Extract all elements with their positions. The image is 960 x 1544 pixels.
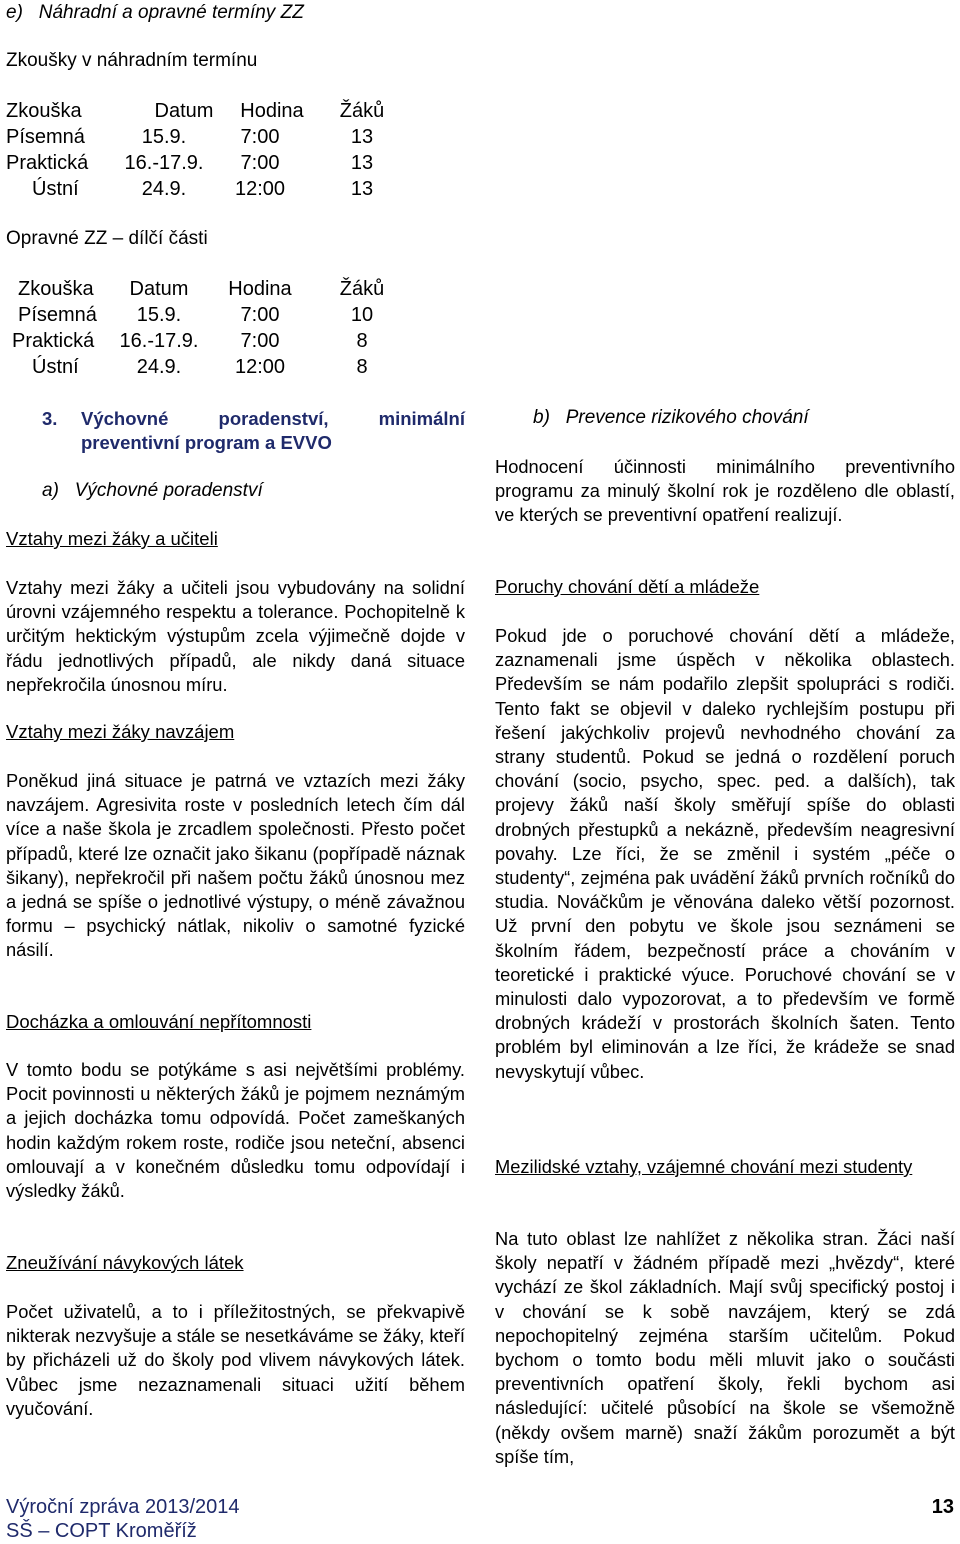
table-header: Žáků (339, 278, 385, 300)
table-cell: Praktická (12, 330, 95, 352)
section-3-title: Výchovné poradenství, minimální preventivní program a EVVO (81, 408, 465, 453)
table-cell: 7:00 (240, 330, 280, 352)
heading-vztahy-ucitele: Vztahy mezi žáky a učiteli (6, 528, 218, 549)
paragraph-mezilidske-vztahy: Na tuto oblast lze nahlížet z několika stran. Žáci naší školy nepatří v žádném případě mezi „hvězdy“, které vychází ze škol základních. Mají svůj specifický postoj i v chování se k sobě navzájem, který se zdá nepochopitelný zejména starším učitelům. Pokud bychom o tomto bodu měli mluvit jako o součásti preventivních opatření školy, řekli bychom asi následující: učitelé působící na škole se všemožně (někdy ovšem marně) snaží žákům porozumět a být spíše tím, (495, 1228, 955, 1467)
table-header: Zkouška (18, 278, 94, 300)
table-cell: Praktická (6, 152, 89, 174)
section-3-number: 3. (42, 408, 58, 429)
table-cell: 24.9. (136, 356, 182, 378)
table-cell: 15.9. (141, 126, 187, 148)
subheading-nahradni: Zkoušky v náhradním termínu (6, 50, 258, 71)
table-cell: 24.9. (141, 178, 187, 200)
table-cell: 13 (350, 126, 374, 148)
paragraph-vztahy-navzajem: Poněkud jiná situace je patrná ve vztazích mezi žáky navzájem. Agresivita roste v posledních letech čím dál více a naše škola je zrcadlem společnosti. Přesto počet případů, které lze označit jako šikanu (popřípadě náznak šikany), nepřekročil při našem počtu žáků únosnou mez a jedná se spíše o jednotlivé výstupy, o méně závažnou formu – psychický nátlak, nikoliv o samotné fyzické násilí. (6, 770, 465, 961)
table-cell: 10 (350, 304, 374, 326)
table-cell: Ústní (32, 356, 79, 378)
page-number: 13 (931, 1496, 954, 1518)
table-header: Datum (154, 100, 214, 122)
table-cell: 16.-17.9. (119, 330, 199, 352)
footer-school-name: SŠ – COPT Kroměříž (6, 1520, 197, 1542)
table-cell: 7:00 (240, 126, 280, 148)
subheading-vychovne: a) Výchovné poradenství (42, 480, 263, 501)
paragraph-dochazka: V tomto bodu se potýkáme s asi největšími problémy. Pocit povinnosti u některých žáků je pojmem neznámým a jejich docházka tomu odpovídá. Počet zameškaných hodin každým rokem roste, rodiče jsou neteční, absenci omlouvají a v konečném důsledku tomu odpovídají i výsledky žáků. (6, 1059, 465, 1202)
table-cell: 8 (356, 330, 368, 352)
paragraph-vztahy-ucitele: Vztahy mezi žáky a učiteli jsou vybudovány na solidní úrovni vzájemného respektu a tolerance. Pochopitelně k určitým hektickým výstupům zcela výjimečně dojde v řádu jednotlivých případů, ale nikdy daná situace nepřekročila únosnou míru. (6, 577, 465, 695)
paragraph-hodnoceni: Hodnocení účinnosti minimálního preventivního programu za minulý školní rok je rozděleno dle oblastí, ve kterých se preventivní opatření realizují. (495, 456, 955, 526)
heading-vztahy-navzajem: Vztahy mezi žáky navzájem (6, 721, 235, 742)
table-cell: 7:00 (240, 304, 280, 326)
paragraph-navykove-latky: Počet uživatelů, a to i příležitostných, se překvapivě nikterak nezvyšuje a stále se nesetkáváme se žáky, kteří by přicházeli už do školy pod vlivem návykových látek. Vůbec jsme nezaznamenali situaci užití během vyučování. (6, 1301, 465, 1419)
section-e-heading: e) Náhradní a opravné termíny ZZ (6, 2, 304, 23)
heading-poruchy-chovani: Poruchy chování dětí a mládeže (495, 576, 760, 597)
table-cell: 7:00 (240, 152, 280, 174)
paragraph-poruchy-chovani: Pokud jde o poruchové chování dětí a mládeže, zaznamenali jsme úspěch v několika oblastech. Především se nám podařilo zlepšit spolupráci s rodiči. Tento fakt se objevil v daleko rychlejším postupu při řešení jakýchkoliv projevů nevhodného chování za strany studentů. Pokud se jedná o rozdělení poruch chování (socio, psycho, spec. ped. a dalších), tak projevy žáků naší školy směřují spíše do oblasti drobných přestupků a nekázně, především neagresivní povahy. Lze říci, že se změnil i systém „péče o studenty“, zejména pak uvádění žáků prvních ročníků do studia. Nováčkům je věnována daleko větší pozornost. Už první den pobytu ve škole jsou seznámeni se školním řádem, bezpečností práce a chováním v teoretické i praktické výuce. Poruchové chování se v minulosti dalo vypozorovat, a to především ve formě drobných krádeží v prostorách školních šaten. Tento problém byl eliminován a lze říci, že krádeže se snad nevyskytují vůbec. (495, 625, 955, 1082)
table-cell: 15.9. (136, 304, 182, 326)
table-cell: 12:00 (234, 178, 286, 200)
table-cell: 12:00 (234, 356, 286, 378)
table-header: Zkouška (6, 100, 82, 122)
subheading-opravne: Opravné ZZ – dílčí části (6, 228, 208, 249)
table-header: Hodina (240, 100, 304, 122)
heading-mezilidske-vztahy: Mezilidské vztahy, vzájemné chování mezi studenty (495, 1156, 913, 1177)
table-cell: 13 (350, 178, 374, 200)
table-header: Žáků (339, 100, 385, 122)
heading-navykove-latky: Zneužívání návykových látek (6, 1252, 244, 1273)
table-cell: 13 (350, 152, 374, 174)
subheading-prevence: b) Prevence rizikového chování (533, 407, 809, 428)
heading-dochazka: Docházka a omlouvání nepřítomnosti (6, 1011, 312, 1032)
table-header: Hodina (228, 278, 292, 300)
table-cell: Ústní (32, 178, 79, 200)
table-header: Datum (129, 278, 189, 300)
table-cell: Písemná (6, 126, 85, 148)
table-cell: 16.-17.9. (124, 152, 204, 174)
table-cell: 8 (356, 356, 368, 378)
footer-report-title: Výroční zpráva 2013/2014 (6, 1496, 240, 1518)
table-cell: Písemná (18, 304, 97, 326)
